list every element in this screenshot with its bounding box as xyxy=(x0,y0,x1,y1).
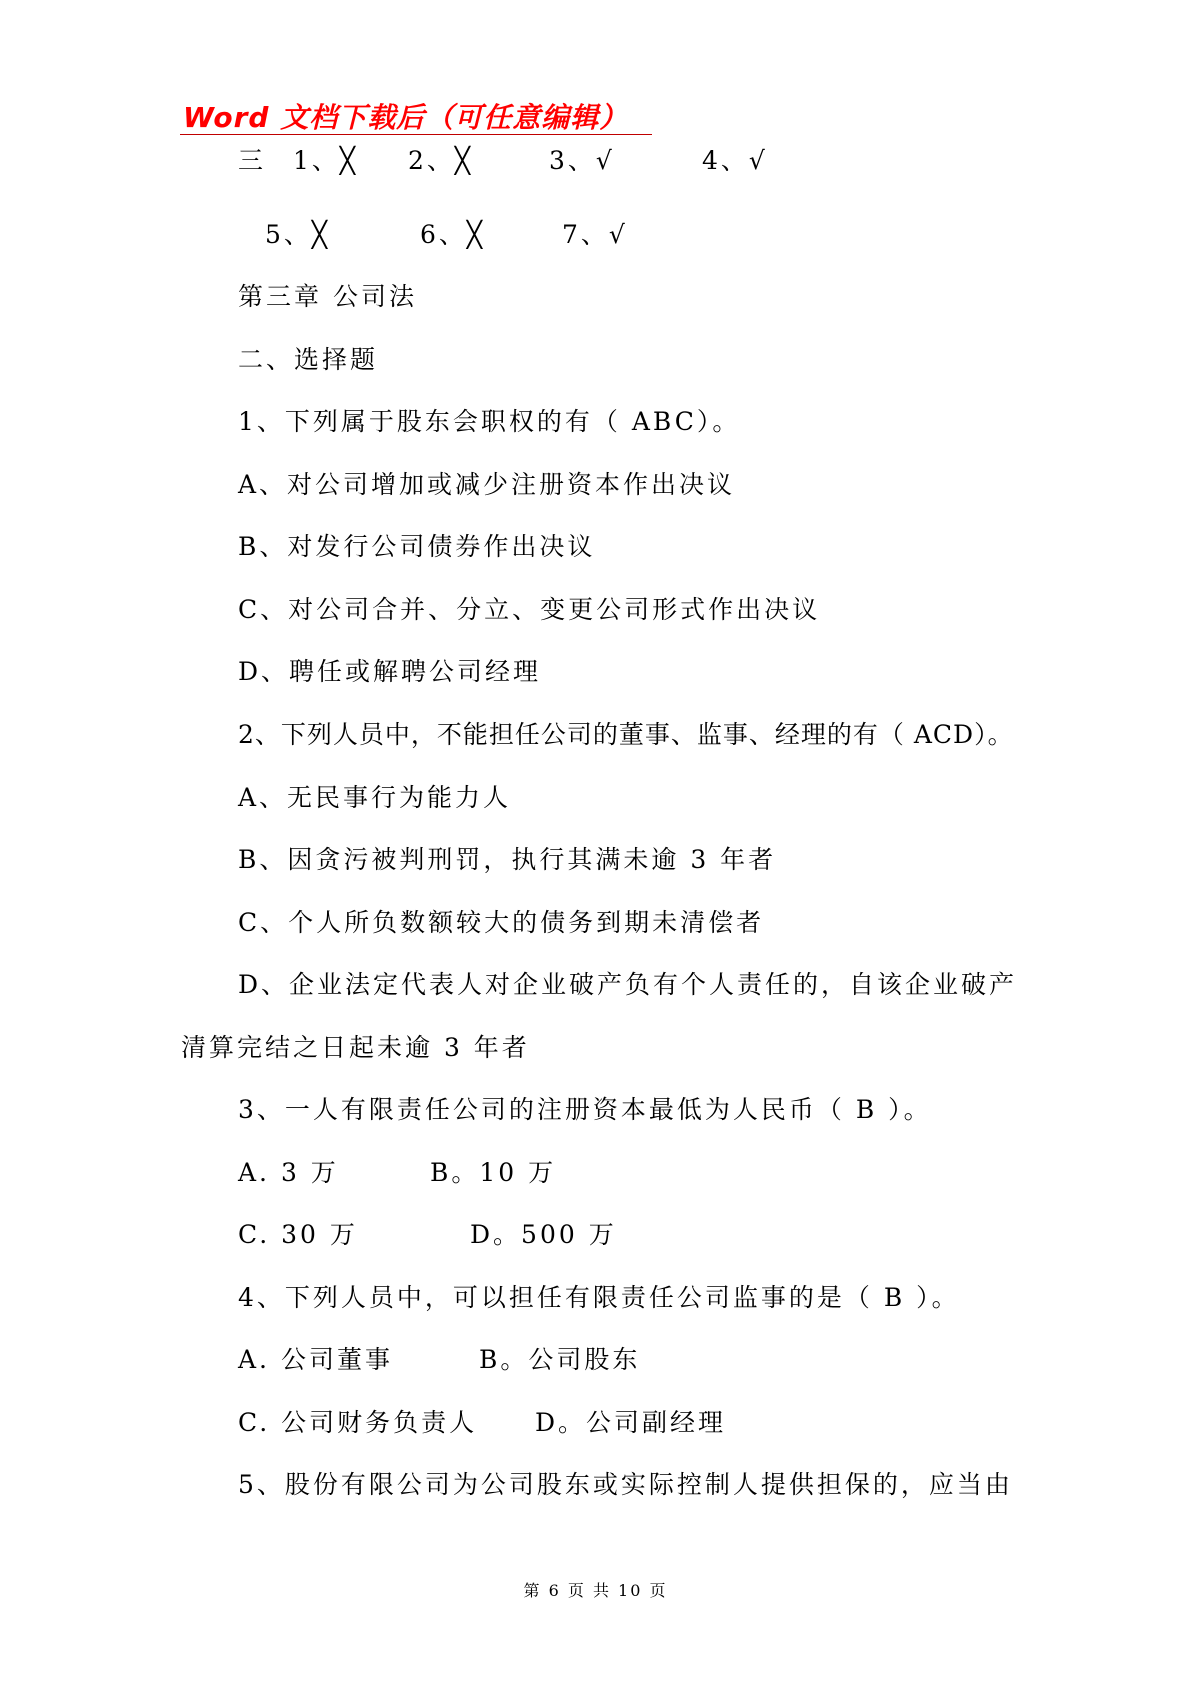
question-option: C、个人所负数额较大的债务到期未清偿者 xyxy=(238,908,765,937)
question-option: A、对公司增加或减少注册资本作出决议 xyxy=(238,470,736,499)
question-option: B。10 万 xyxy=(430,1158,557,1187)
question-stem: 4、下列人员中，可以担任有限责任公司监事的是（ B ）。 xyxy=(238,1283,960,1312)
question-option: D、聘任或解聘公司经理 xyxy=(238,657,542,686)
chapter-title: 第三章 公司法 xyxy=(238,282,417,311)
judgement-answer: 1、╳ xyxy=(293,146,358,175)
question-stem: 5、股份有限公司为公司股东或实际控制人提供担保的，应当由 xyxy=(238,1470,1013,1499)
section-title: 二、选择题 xyxy=(238,345,379,374)
judgement-answer: 6、╳ xyxy=(420,220,485,249)
question-option: A. 公司董事 xyxy=(238,1345,393,1374)
question-option: B、对发行公司债券作出决议 xyxy=(238,532,596,561)
judgement-answer: 7、√ xyxy=(562,220,628,249)
question-stem: 1、下列属于股东会职权的有（ ABC）。 xyxy=(238,407,741,436)
judgement-answer: 3、√ xyxy=(549,146,615,175)
question-option: B、因贪污被判刑罚，执行其满未逾 3 年者 xyxy=(238,845,777,874)
header-rule xyxy=(180,134,652,135)
question-option: C. 30 万 xyxy=(238,1220,358,1249)
question-option: A. 3 万 xyxy=(238,1158,339,1187)
question-option: D。500 万 xyxy=(470,1220,617,1249)
question-option-continued: 清算完结之日起未逾 3 年者 xyxy=(181,1033,530,1062)
question-option: C、对公司合并、分立、变更公司形式作出决议 xyxy=(238,595,821,624)
question-option: D。公司副经理 xyxy=(535,1408,727,1437)
judgement-answer: 4、√ xyxy=(702,146,768,175)
question-option: C. 公司财务负责人 xyxy=(238,1408,478,1437)
question-option: B。公司股东 xyxy=(479,1345,641,1374)
judgement-answer: 5、╳ xyxy=(265,220,330,249)
question-stem: 2、下列人员中，不能担任公司的董事、监事、经理的有（ ACD）。 xyxy=(238,720,1014,749)
header-title: Word 文档下载后（可任意编辑） xyxy=(183,101,629,134)
judgement-label: 三 xyxy=(238,146,267,175)
question-stem: 3、一人有限责任公司的注册资本最低为人民币（ B ）。 xyxy=(238,1095,932,1124)
question-option: D、企业法定代表人对企业破产负有个人责任的，自该企业破产 xyxy=(238,970,1018,999)
judgement-answer: 2、╳ xyxy=(408,146,473,175)
question-option: A、无民事行为能力人 xyxy=(238,783,512,812)
page-footer: 第 6 页 共 10 页 xyxy=(523,1581,668,1600)
